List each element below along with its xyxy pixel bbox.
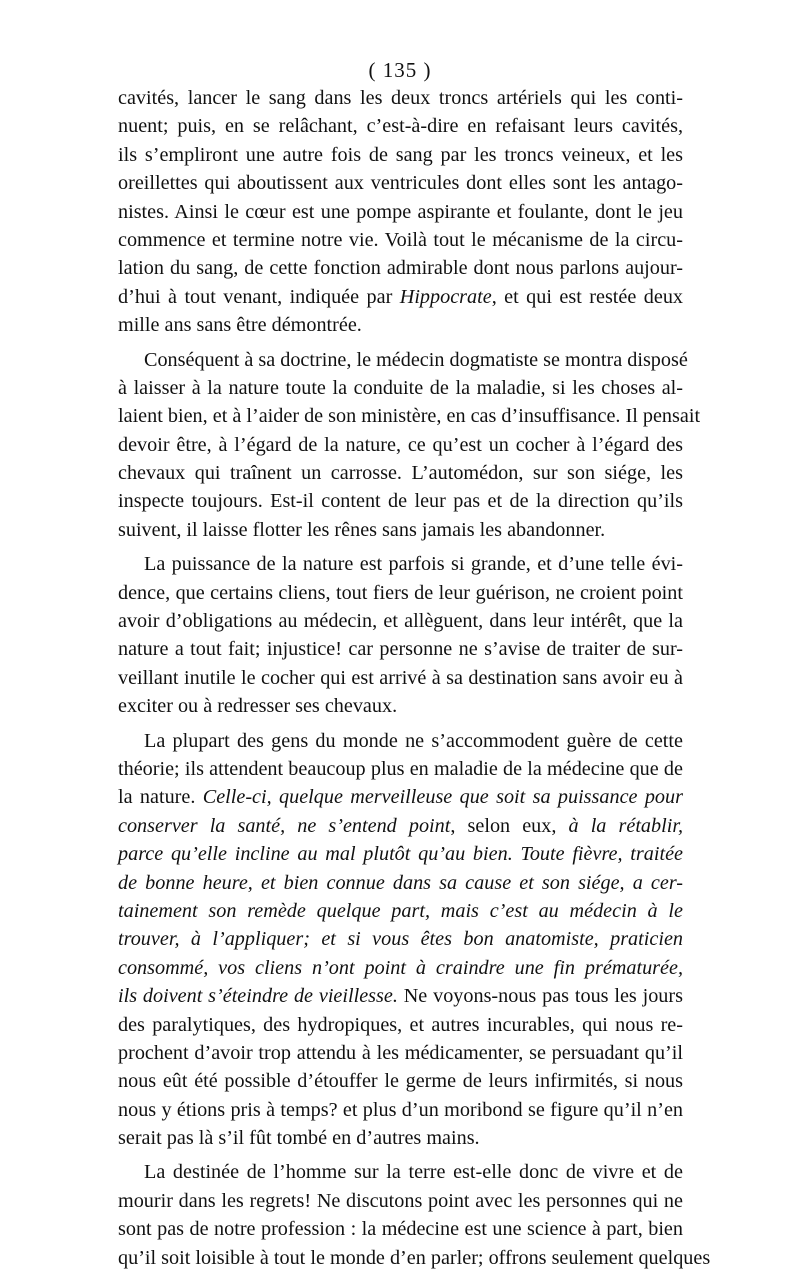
italic-text: parce qu’elle incline au mal plutôt qu’au bien. Toute fièvre, traitée — [118, 843, 683, 866]
text-line — [118, 869, 683, 897]
text-line — [118, 579, 683, 607]
text-line — [118, 812, 683, 840]
text-segment: Conséquent à sa doctrine, le médecin dogmatiste se montra disposé — [144, 348, 688, 371]
text-line — [118, 141, 683, 169]
text-line — [118, 925, 683, 953]
text-line — [118, 550, 683, 578]
italic-text: consommé, vos cliens n’ont point à craindre une fin prématurée, — [118, 956, 683, 979]
text-segment: théorie; ils attendent beaucoup plus en maladie de la médecine que de — [118, 757, 683, 780]
text-line — [118, 459, 683, 487]
text-line — [118, 516, 683, 544]
text-segment: qu’il soit loisible à tout le monde d’en parler; offrons seulement quelques — [118, 1246, 711, 1269]
text-segment: cavités, lancer le sang dans les deux troncs artériels qui les conti- — [118, 87, 683, 109]
text-segment: inspecte toujours. Est-il content de leur pas et de la direction qu’ils — [118, 490, 683, 513]
text-line — [118, 431, 683, 459]
text-line — [118, 1187, 683, 1215]
text-segment: La plupart des gens du monde ne s’accommodent guère de cette — [144, 729, 683, 752]
text-segment: oreillettes qui aboutissent aux ventricules dont elles sont les antago- — [118, 172, 683, 195]
text-line — [118, 1096, 683, 1124]
text-segment: ils s’empliront une autre fois de sang par les troncs veineux, et les — [118, 143, 683, 166]
text-line — [118, 954, 683, 982]
text-line — [118, 982, 683, 1010]
text-segment: lation du sang, de cette fonction admirable dont nous parlons aujour- — [118, 257, 683, 280]
text-line — [118, 755, 683, 783]
text-line — [118, 169, 683, 197]
text-line — [118, 254, 683, 282]
text-segment: commence et termine notre vie. Voilà tout le mécanisme de la circu- — [118, 228, 683, 251]
text-segment: suivent, il laisse flotter les rênes sans jamais les abandonner. — [118, 518, 606, 541]
paragraph — [118, 550, 683, 720]
text-segment: nature a tout fait; injustice! car personne ne s’avise de traiter de sur- — [118, 638, 683, 661]
text-segment: d’hui à tout venant, indiquée par — [118, 285, 400, 308]
text-segment: mille ans sans être démontrée. — [118, 314, 362, 337]
text-line — [118, 487, 683, 515]
text-line — [118, 1124, 683, 1152]
text-segment: nistes. Ainsi le cœur est une pompe aspirante et foulante, dont le jeu — [118, 200, 683, 223]
text-segment: mourir dans les regrets! Ne discutons point avec les personnes qui ne — [118, 1189, 683, 1212]
text-segment: nous eût été possible d’étouffer le germe de leurs infirmités, si nous — [118, 1070, 683, 1093]
italic-text: conserver la santé, ne s’entend point — [118, 814, 451, 837]
italic-text: de bonne heure, et bien connue dans sa cause et son siége, a cer- — [118, 871, 683, 894]
italic-text: ils doivent s’éteindre de vieillesse. — [118, 985, 398, 1008]
text-segment: avoir d’obligations au médecin, et allèguent, dans leur intérêt, que la — [118, 610, 683, 633]
text-line — [118, 635, 683, 663]
text-segment: La destinée de l’homme sur la terre est-elle donc de vivre et de — [144, 1161, 683, 1184]
text-segment: exciter ou à redresser ses chevaux. — [118, 695, 398, 718]
text-segment: laient bien, et à l’aider de son ministère, en cas d’insuffisance. Il pensait — [118, 405, 701, 428]
text-line — [118, 198, 683, 226]
text-line — [118, 1067, 683, 1095]
text-segment: dence, que certains cliens, tout fiers de leur guérison, ne croient point — [118, 581, 683, 604]
italic-text: Celle-ci, quelque merveilleuse que soit sa puissance pour — [202, 786, 683, 809]
text-segment: sont pas de notre profession : la médecine est une science à part, bien — [118, 1218, 683, 1241]
text-line — [118, 692, 683, 720]
text-segment: veillant inutile le cocher qui est arrivé à sa destination sans avoir eu à — [118, 666, 683, 689]
text-segment: des paralytiques, des hydropiques, et autres incurables, qui nous re- — [118, 1013, 683, 1036]
text-segment: Ne voyons-nous pas tous les jours — [397, 985, 683, 1008]
text-line — [118, 607, 683, 635]
text-line — [118, 311, 683, 339]
text-line — [118, 374, 683, 402]
text-line — [118, 727, 683, 755]
text-line — [118, 84, 683, 112]
text-line — [118, 1158, 683, 1186]
text-segment: nous y étions pris à temps? et plus d’un moribond se figure qu’il n’en — [118, 1098, 683, 1121]
text-segment: chevaux qui traînent un carrosse. L’automédon, sur son siége, les — [118, 462, 683, 485]
text-line — [118, 664, 683, 692]
text-segment: à laisser à la nature toute la conduite de la maladie, si les choses al- — [118, 376, 683, 399]
page-number: ( 135 ) — [368, 58, 432, 82]
text-segment: , et qui est restée deux — [491, 285, 684, 308]
italic-text: à la rétablir, — [568, 814, 683, 837]
text-line — [118, 226, 683, 254]
text-line — [118, 1039, 683, 1067]
text-line — [118, 897, 683, 925]
text-line — [118, 402, 701, 430]
italic-text: tainement son remède quelque part, mais c’est au médecin à le — [118, 899, 683, 922]
text-segment: nuent; puis, en se relâchant, c’est-à-dire en refaisant leurs cavités, — [118, 115, 683, 138]
italic-text: Hippocrate — [399, 285, 492, 308]
text-segment: la nature. — [118, 786, 203, 809]
text-line — [118, 1011, 683, 1039]
text-line — [118, 1215, 683, 1243]
body-text — [118, 84, 711, 1272]
text-line — [118, 783, 683, 811]
paragraph — [118, 1158, 711, 1272]
text-line — [118, 112, 683, 140]
text-line — [118, 346, 688, 374]
text-line — [118, 840, 683, 868]
text-segment: prochent d’avoir trop attendu à les médicamenter, se persuadant qu’il — [118, 1041, 683, 1064]
paragraph — [118, 727, 683, 1153]
text-line — [118, 283, 683, 311]
paragraph — [118, 84, 683, 340]
text-segment: La puissance de la nature est parfois si grande, et d’une telle évi- — [144, 553, 683, 576]
text-segment: serait pas là s’il fût tombé en d’autres mains. — [118, 1127, 480, 1150]
text-segment: devoir être, à l’égard de la nature, ce qu’est un cocher à l’égard des — [118, 433, 683, 456]
paragraph — [118, 346, 701, 545]
text-line — [118, 1244, 711, 1272]
text-segment: , selon eux, — [450, 814, 569, 837]
italic-text: trouver, à l’appliquer; et si vous êtes bon anatomiste, praticien — [118, 928, 683, 951]
